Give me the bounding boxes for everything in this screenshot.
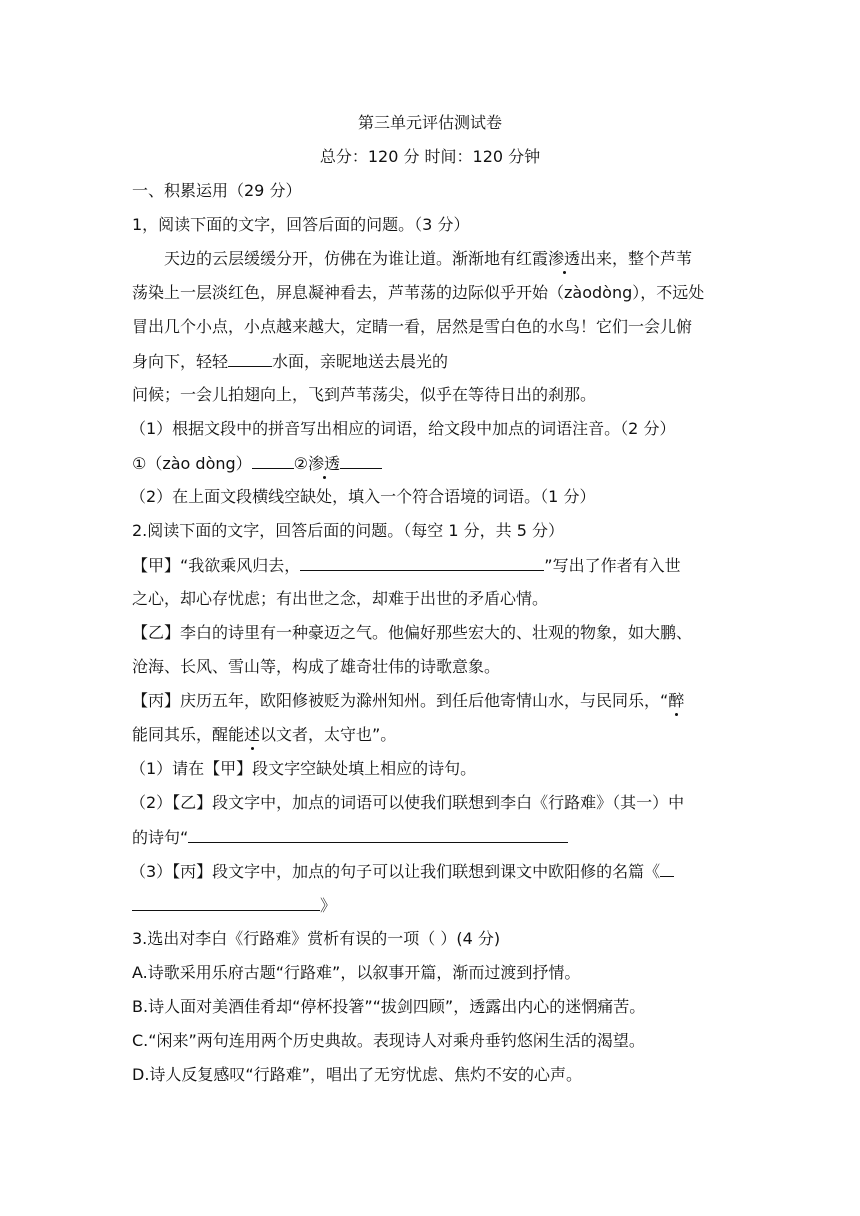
dotted-word-shentou: 渗透 [548,249,581,268]
q1-sub1-answers: ①（zào dòng） ②渗透 [132,452,382,475]
q3-option-d: D.诗人反复感叹“行路难”，唱出了无穷忧虑、焦灼不安的心声。 [132,1065,582,1084]
q3-option-a: A.诗歌采用乐府古题“行路难”，以叙事开篇，渐而过渡到抒情。 [132,963,581,982]
answer-blank[interactable] [300,554,544,571]
q2-bing-line-1: 【丙】庆历五年，欧阳修被贬为滁州知州。到任后他寄情山水，与民同乐，“醉 [132,691,685,710]
answer-blank[interactable] [228,350,272,367]
q1-passage-line-2: 荡染上一层淡红色，屏息凝神看去，芦苇荡的边际似乎开始（zàodòng），不远处 [132,283,705,302]
exam-title: 第三单元评估测试卷 [357,113,502,132]
q1-passage-line-1: 天边的云层缓缓分开，仿佛在为谁让道。渐渐地有红霞渗透出来，整个芦苇 [164,249,693,268]
q1-passage-line-4: 身向下，轻轻 水面，亲昵地送去晨光的 [132,352,449,371]
exam-meta: 总分：120 分 时间：120 分钟 [319,147,541,166]
q1-sub1: （1）根据文段中的拼音写出相应的词语，给文段中加点的词语注音。（2 分） [130,419,676,438]
q2-yi-line-1: 【乙】李白的诗里有一种豪迈之气。他偏好那些宏大的、壮观的物象，如大鹏、 [132,623,693,642]
answer-blank[interactable] [132,894,320,911]
dotted-char: 醉 [668,691,685,710]
dotted-word-shentou: 渗透 [308,454,341,473]
answer-blank[interactable] [188,826,568,843]
answer-blank[interactable] [340,452,382,469]
q1-passage-line-5: 问候；一会儿拍翅向上，飞到芦苇荡尖，似乎在等待日出的刹那。 [132,385,597,404]
q2-sub1: （1）请在【甲】段文字空缺处填上相应的诗句。 [130,759,477,778]
q2-sub3-line-1: （3）【丙】段文字中，加点的句子可以让我们联想到课文中欧阳修的名篇《 [130,860,674,883]
q1-prompt: 1，阅读下面的文字，回答后面的问题。（3 分） [132,215,470,234]
q3-option-c: C.“闲来”两句连用两个历史典故。表现诗人对乘舟垂钓悠闲生活的渴望。 [132,1031,645,1050]
q3-option-b: B.诗人面对美酒佳肴却“停杯投箸”“拔剑四顾”，透露出内心的迷惘痛苦。 [132,997,646,1016]
answer-blank[interactable] [252,452,294,469]
q2-yi-line-2: 沧海、长风、雪山等，构成了雄奇壮伟的诗歌意象。 [132,657,501,676]
q2-jia-line-1: 【甲】“我欲乘风归去， ”写出了作者有入世 [132,556,681,575]
q1-passage-line-3: 冒出几个小点，小点越来越大，定睛一看，居然是雪白色的水鸟！它们一会儿俯 [132,317,693,336]
q2-sub2-line-2: 的诗句“ [132,826,568,849]
section-heading: 一、积累运用（29 分） [132,181,302,200]
q3-prompt: 3.选出对李白《行路难》赏析有误的一项（ ）(4 分) [132,929,501,948]
q2-bing-line-2: 能同其乐，醒能述以文者，太守也”。 [132,725,397,744]
q2-sub3-line-2: 》 [132,894,336,917]
q1-sub2: （2）在上面文段横线空缺处，填入一个符合语境的词语。（1 分） [130,487,596,506]
q2-prompt: 2.阅读下面的文字，回答后面的问题。（每空 1 分，共 5 分） [132,521,564,540]
q2-sub2-line-1: （2）【乙】段文字中，加点的词语可以使我们联想到李白《行路难》（其一）中 [130,793,685,812]
dotted-sentence: 能同其乐，醒能述以文者，太守也 [132,725,373,744]
answer-blank[interactable] [660,860,674,877]
q2-jia-line-2: 之心，却心存忧虑；有出世之念，却难于出世的矛盾心情。 [132,589,549,608]
